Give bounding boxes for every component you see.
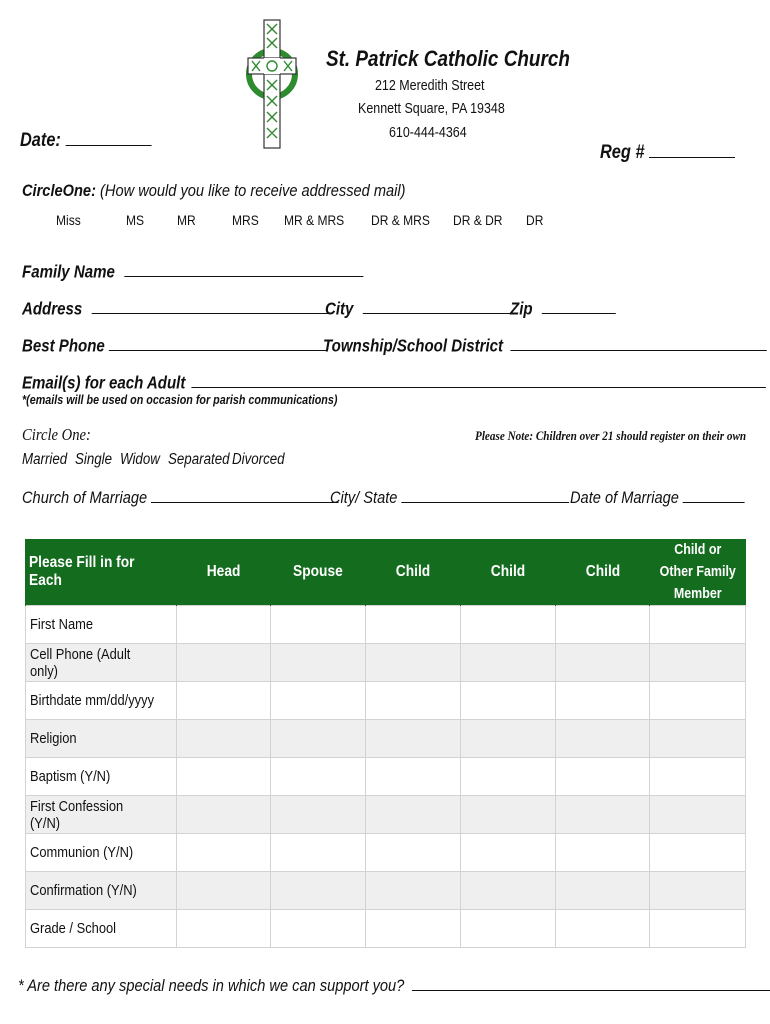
table-cell-input[interactable]	[366, 720, 461, 758]
table-cell-input[interactable]	[556, 758, 650, 796]
table-cell-input[interactable]	[271, 606, 366, 644]
zip-field[interactable]	[510, 295, 616, 319]
mail-preference-prompt	[22, 181, 406, 201]
member-table	[25, 539, 746, 948]
table-cell-input[interactable]	[556, 720, 650, 758]
table-row	[26, 834, 746, 872]
table-cell-input[interactable]	[177, 720, 271, 758]
emails-note: *(emails will be used on occasion for parish communications)	[22, 393, 338, 407]
table-cell-input[interactable]	[177, 910, 271, 948]
row-label: Religion	[26, 720, 177, 758]
status-option-married[interactable]: Married	[22, 451, 68, 468]
title-option-dr-dr[interactable]: DR & DR	[453, 212, 503, 228]
date-label: Date:	[20, 129, 61, 151]
table-cell-input[interactable]	[177, 606, 271, 644]
column-header-fill-in: Please Fill in for Each	[26, 539, 177, 606]
church-street: 212 Meredith Street	[375, 78, 485, 94]
children-note: Please Note: Children over 21 should register on their own	[475, 428, 747, 443]
title-option-mr-mrs[interactable]: MR & MRS	[284, 212, 345, 228]
address-field[interactable]	[22, 295, 331, 319]
table-row	[26, 872, 746, 910]
table-cell-input[interactable]	[366, 606, 461, 644]
date-of-marriage-field[interactable]	[570, 484, 745, 508]
table-row	[26, 606, 746, 644]
column-header-child-3: Child	[556, 539, 650, 606]
church-phone: 610-444-4364	[389, 125, 467, 141]
table-cell-input[interactable]	[366, 796, 461, 834]
table-cell-input[interactable]	[650, 910, 746, 948]
table-cell-input[interactable]	[556, 682, 650, 720]
mail-question: (How would you like to receive addressed mail)	[100, 181, 406, 200]
table-cell-input[interactable]	[461, 606, 556, 644]
table-cell-input[interactable]	[177, 834, 271, 872]
table-cell-input[interactable]	[461, 834, 556, 872]
row-label: Baptism (Y/N)	[26, 758, 177, 796]
table-cell-input[interactable]	[556, 796, 650, 834]
table-cell-input[interactable]	[461, 644, 556, 682]
zip-label: Zip	[510, 298, 533, 319]
emails-field[interactable]	[22, 369, 766, 393]
status-option-single[interactable]: Single	[75, 451, 113, 468]
table-cell-input[interactable]	[271, 682, 366, 720]
table-cell-input[interactable]	[461, 910, 556, 948]
table-cell-input[interactable]	[271, 872, 366, 910]
table-row	[26, 910, 746, 948]
table-cell-input[interactable]	[650, 720, 746, 758]
table-row	[26, 644, 746, 682]
table-cell-input[interactable]	[366, 644, 461, 682]
table-cell-input[interactable]	[556, 834, 650, 872]
table-cell-input[interactable]	[177, 758, 271, 796]
column-header-head: Head	[177, 539, 271, 606]
table-row	[26, 758, 746, 796]
table-cell-input[interactable]	[650, 796, 746, 834]
table-cell-input[interactable]	[366, 872, 461, 910]
celtic-cross-icon	[244, 18, 300, 150]
church-city-state-zip: Kennett Square, PA 19348	[358, 101, 505, 117]
row-label: Confirmation (Y/N)	[26, 872, 177, 910]
table-cell-input[interactable]	[556, 606, 650, 644]
city-label: City	[325, 298, 354, 319]
row-label: Grade / School	[26, 910, 177, 948]
status-option-widow[interactable]: Widow	[120, 451, 160, 468]
table-cell-input[interactable]	[177, 682, 271, 720]
table-cell-input[interactable]	[366, 758, 461, 796]
title-option-ms[interactable]: MS	[126, 212, 145, 228]
title-option-mr[interactable]: MR	[177, 212, 196, 228]
township-field[interactable]	[323, 332, 767, 356]
table-cell-input[interactable]	[177, 644, 271, 682]
row-label: First Name	[26, 606, 177, 644]
marriage-city-state-label: City/ State	[330, 487, 398, 507]
reg-label: Reg #	[600, 141, 645, 163]
table-cell-input[interactable]	[461, 720, 556, 758]
table-cell-input[interactable]	[650, 644, 746, 682]
table-cell-input[interactable]	[177, 796, 271, 834]
column-header-child-1: Child	[366, 539, 461, 606]
table-cell-input[interactable]	[461, 682, 556, 720]
row-label: Communion (Y/N)	[26, 834, 177, 872]
table-cell-input[interactable]	[271, 910, 366, 948]
table-cell-input[interactable]	[650, 872, 746, 910]
title-option-miss[interactable]: Miss	[56, 212, 81, 228]
table-cell-input[interactable]	[177, 872, 271, 910]
table-cell-input[interactable]	[556, 872, 650, 910]
address-label: Address	[22, 298, 83, 319]
table-cell-input[interactable]	[650, 606, 746, 644]
table-cell-input[interactable]	[366, 682, 461, 720]
title-option-dr[interactable]: DR	[526, 212, 544, 228]
date-of-marriage-label: Date of Marriage	[570, 487, 679, 507]
table-cell-input[interactable]	[461, 758, 556, 796]
table-cell-input[interactable]	[556, 910, 650, 948]
status-option-separated[interactable]: Separated	[168, 451, 230, 468]
church-of-marriage-field[interactable]	[22, 484, 339, 508]
city-field[interactable]	[325, 295, 513, 319]
table-cell-input[interactable]	[650, 758, 746, 796]
table-cell-input[interactable]	[461, 872, 556, 910]
table-cell-input[interactable]	[271, 834, 366, 872]
best-phone-label: Best Phone	[22, 335, 105, 356]
special-needs-field[interactable]	[18, 972, 770, 996]
table-cell-input[interactable]	[271, 796, 366, 834]
table-cell-input[interactable]	[271, 758, 366, 796]
marriage-city-state-field[interactable]	[330, 484, 569, 508]
row-label: First Confession (Y/N)	[26, 796, 177, 834]
table-cell-input[interactable]	[271, 720, 366, 758]
township-label: Township/School District	[323, 335, 504, 356]
date-field[interactable]	[20, 125, 151, 152]
table-cell-input[interactable]	[650, 682, 746, 720]
best-phone-field[interactable]	[22, 332, 327, 356]
table-cell-input[interactable]	[366, 910, 461, 948]
status-option-divorced[interactable]: Divorced	[232, 451, 285, 468]
table-row	[26, 720, 746, 758]
table-row	[26, 682, 746, 720]
marital-circle-one-label: Circle One:	[22, 425, 91, 444]
table-header-row	[26, 539, 746, 606]
emails-label: Email(s) for each Adult	[22, 372, 186, 393]
column-header-spouse: Spouse	[271, 539, 366, 606]
special-needs-label: * Are there any special needs in which we can support you?	[18, 975, 405, 995]
table-cell-input[interactable]	[650, 834, 746, 872]
column-header-other-member: Child or Other Family Member	[650, 539, 746, 606]
table-row	[26, 796, 746, 834]
church-of-marriage-label: Church of Marriage	[22, 487, 148, 507]
circle-one-label: CircleOne:	[22, 181, 96, 200]
row-label: Birthdate mm/dd/yyyy	[26, 682, 177, 720]
church-name: St. Patrick Catholic Church	[326, 46, 570, 71]
row-label: Cell Phone (Adult only)	[26, 644, 177, 682]
reg-field[interactable]	[600, 137, 735, 164]
table-cell-input[interactable]	[461, 796, 556, 834]
title-option-mrs[interactable]: MRS	[232, 212, 259, 228]
table-cell-input[interactable]	[556, 644, 650, 682]
column-header-child-2: Child	[461, 539, 556, 606]
title-option-dr-mrs[interactable]: DR & MRS	[371, 212, 430, 228]
family-name-label: Family Name	[22, 261, 115, 282]
family-name-field[interactable]	[22, 258, 363, 282]
table-cell-input[interactable]	[271, 644, 366, 682]
table-cell-input[interactable]	[366, 834, 461, 872]
